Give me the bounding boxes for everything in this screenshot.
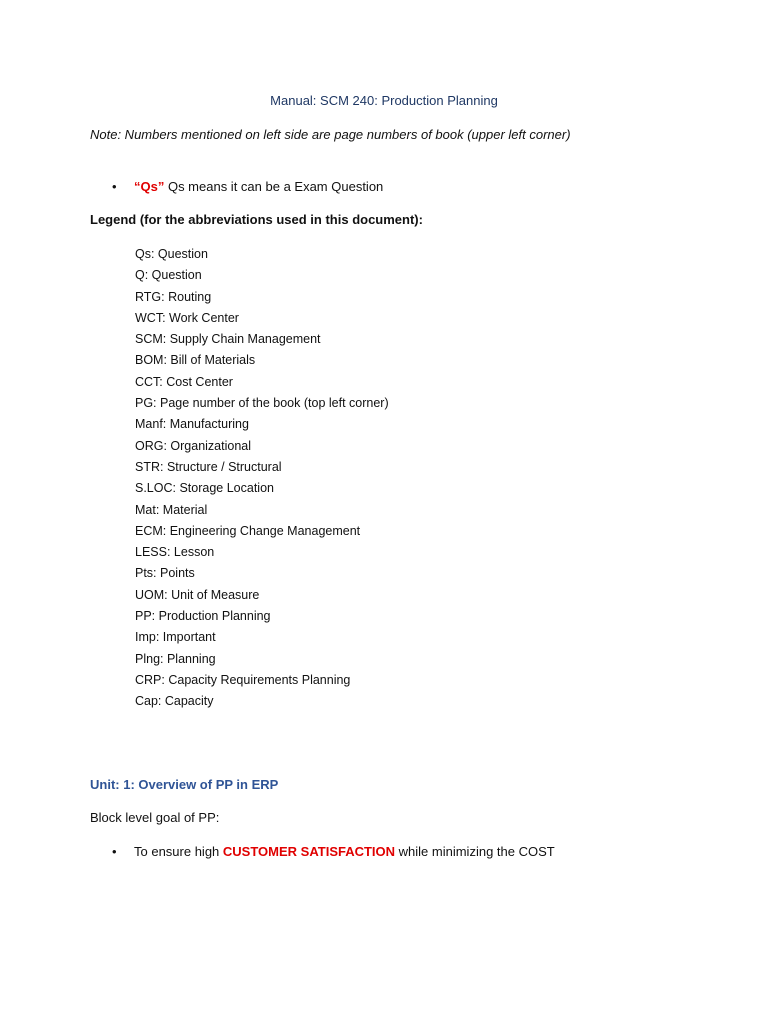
- legend-item: Plng: Planning: [135, 651, 216, 666]
- legend-item: BOM: Bill of Materials: [135, 353, 256, 368]
- legend-item: Manf: Manufacturing: [135, 417, 249, 432]
- block-goal-heading: Block level goal of PP:: [90, 810, 220, 825]
- legend-item: UOM: Unit of Measure: [135, 587, 260, 602]
- goal-text-before: To ensure high: [134, 844, 223, 859]
- legend-heading: Legend (for the abbreviations used in this document):: [90, 212, 423, 227]
- goal-highlight: CUSTOMER SATISFACTION: [222, 844, 396, 859]
- document-title: Manual: SCM 240: Production Planning: [270, 93, 498, 108]
- goal-bullet-item: [112, 844, 555, 859]
- legend-item: SCM: Supply Chain Management: [135, 332, 321, 347]
- bullet-icon: •: [112, 844, 117, 859]
- legend-item: PG: Page number of the book (top left corner): [135, 396, 389, 411]
- legend-item: LESS: Lesson: [135, 545, 215, 560]
- legend-item: PP: Production Planning: [135, 609, 271, 624]
- legend-item: CRP: Capacity Requirements Planning: [135, 672, 351, 687]
- legend-item: RTG: Routing: [135, 289, 212, 304]
- page-number-note: Note: Numbers mentioned on left side are page numbers of book (upper left corner): [90, 127, 571, 142]
- qs-bullet-text: Qs means it can be a Exam Question: [164, 179, 384, 194]
- legend-item: STR: Structure / Structural: [135, 459, 282, 474]
- legend-item: Q: Question: [135, 268, 202, 283]
- legend-item: ORG: Organizational: [135, 438, 252, 453]
- qs-marker: “Qs”: [134, 179, 165, 194]
- legend-item: S.LOC: Storage Location: [135, 481, 274, 496]
- legend-item: Cap: Capacity: [135, 694, 214, 709]
- qs-bullet-item: [112, 179, 383, 194]
- goal-text-after: while minimizing the COST: [395, 844, 555, 859]
- unit-heading: Unit: 1: Overview of PP in ERP: [90, 777, 279, 792]
- legend-item: Pts: Points: [135, 566, 195, 581]
- legend-item: CCT: Cost Center: [135, 374, 233, 389]
- legend-list: [135, 244, 389, 713]
- legend-item: Imp: Important: [135, 630, 216, 645]
- legend-item: WCT: Work Center: [135, 310, 239, 325]
- legend-item: ECM: Engineering Change Management: [135, 523, 361, 538]
- bullet-icon: •: [112, 179, 117, 194]
- legend-item: Mat: Material: [135, 502, 208, 517]
- legend-item: Qs: Question: [135, 247, 208, 261]
